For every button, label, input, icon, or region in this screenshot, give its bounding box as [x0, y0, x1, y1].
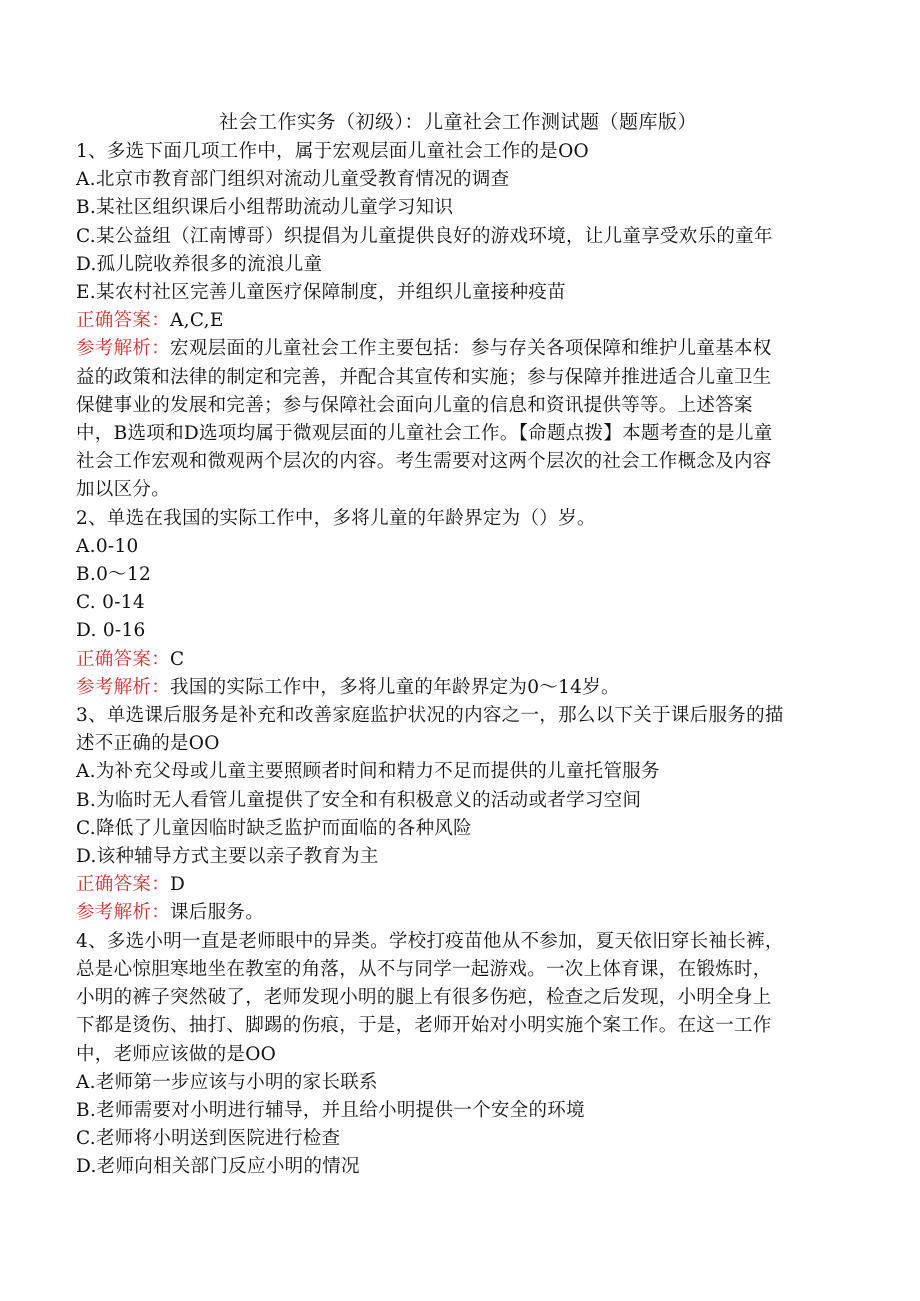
answer-label: 正确答案：: [76, 310, 171, 332]
analysis-text: 我国的实际工作中，多将儿童的年龄界定为0～14岁。: [170, 676, 620, 698]
question-stem: 2、单选在我国的实际工作中，多将儿童的年龄界定为（）岁。: [76, 507, 596, 529]
analysis-text: 课后服务。: [170, 902, 265, 924]
answer-value: C: [170, 648, 185, 670]
analysis-line: [76, 674, 840, 702]
question-stem: 1、多选下面几项工作中，属于宏观层面儿童社会工作的是OO: [76, 141, 590, 162]
option-b: B.老师需要对小明进行辅导，并且给小明提供一个安全的环境: [76, 1099, 585, 1121]
question-stem-continuation: 中，老师应该做的是OO: [76, 1043, 277, 1065]
question-3: [76, 702, 840, 928]
question-stem-continuation: 下都是烫伤、抽打、脚踢的伤痕，于是，老师开始对小明实施个案工作。在这一工作: [76, 1015, 772, 1037]
question-2: [76, 505, 840, 702]
answer-label: 正确答案：: [76, 874, 171, 896]
option-b: B.某社区组织课后小组帮助流动儿童学习知识: [76, 197, 454, 219]
analysis-continuation: 中，B选项和D选项均属于微观层面的儿童社会工作。【命题点拨】本题考查的是儿童: [76, 423, 773, 445]
question-1: [76, 138, 840, 505]
option-d: D. 0-16: [76, 620, 146, 642]
analysis-continuation: 加以区分。: [76, 479, 171, 501]
analysis-label: 参考解析：: [76, 338, 171, 360]
document-title: 社会工作实务（初级）：儿童社会工作测试题（题库版）: [218, 111, 697, 133]
answer-value: A,C,E: [170, 310, 224, 332]
analysis-line: [76, 335, 840, 363]
question-stem-continuation: 小明的裤子突然破了，老师发现小明的腿上有很多伤疤，检查之后发现，小明全身上: [76, 987, 772, 1009]
answer-line: [76, 871, 840, 899]
answer-line: [76, 646, 840, 674]
option-b: B.0～12: [76, 564, 152, 586]
option-a: A.0-10: [76, 535, 139, 557]
analysis-continuation: 保健事业的发展和完善；参与保障社会面向儿童的信息和资讯提供等等。上述答案: [76, 394, 753, 416]
option-e: E.某农村社区完善儿童医疗保障制度，并组织儿童接种疫苗: [76, 282, 566, 304]
analysis-line: [76, 899, 840, 927]
option-c: C.某公益组（江南博哥）织提倡为儿童提供良好的游戏环境，让儿童享受欢乐的童年: [76, 225, 773, 247]
option-a: A.老师第一步应该与小明的家长联系: [76, 1071, 378, 1093]
answer-line: [76, 307, 840, 335]
answer-value: D: [170, 874, 186, 896]
question-stem-continuation: 总是心惊胆寒地坐在教室的角落，从不与同学一起游戏。一次上体育课，在锻炼时，: [76, 958, 772, 980]
analysis-label: 参考解析：: [76, 902, 171, 924]
option-d: D.孤儿院收养很多的流浪儿童: [76, 253, 323, 275]
question-stem: 4、多选小明一直是老师眼中的异类。学校打疫苗他从不参加，夏天依旧穿长袖长裤，: [76, 930, 784, 952]
option-a: A.北京市教育部门组织对流动儿童受教育情况的调查: [76, 169, 510, 191]
analysis-text: 宏观层面的儿童社会工作主要包括：参与存关各项保障和维护儿童基本权: [170, 338, 772, 360]
analysis-label: 参考解析：: [76, 676, 171, 698]
answer-label: 正确答案：: [76, 648, 171, 670]
analysis-continuation: 社会工作宏观和微观两个层次的内容。考生需要对这两个层次的社会工作概念及内容: [76, 451, 772, 473]
analysis-continuation: 益的政策和法律的制定和完善，并配合其宣传和实施；参与保障并推进适合儿童卫生: [76, 366, 772, 388]
option-d: D.老师向相关部门反应小明的情况: [76, 1156, 360, 1178]
option-c: C.老师将小明送到医院进行检查: [76, 1128, 341, 1150]
question-4: [76, 928, 840, 1182]
option-a: A.为补充父母或儿童主要照顾者时间和精力不足而提供的儿童托管服务: [76, 761, 660, 783]
option-c: C.降低了儿童因临时缺乏监护而面临的各种风险: [76, 817, 472, 839]
option-c: C. 0-14: [76, 592, 145, 614]
question-stem-continuation: 述不正确的是OO: [76, 733, 220, 755]
option-d: D.该种辅导方式主要以亲子教育为主: [76, 846, 379, 868]
question-stem: 3、单选课后服务是补充和改善家庭监护状况的内容之一，那么以下关于课后服务的描: [76, 705, 784, 727]
option-b: B.为临时无人看管儿童提供了安全和有积极意义的活动或者学习空间: [76, 789, 642, 811]
